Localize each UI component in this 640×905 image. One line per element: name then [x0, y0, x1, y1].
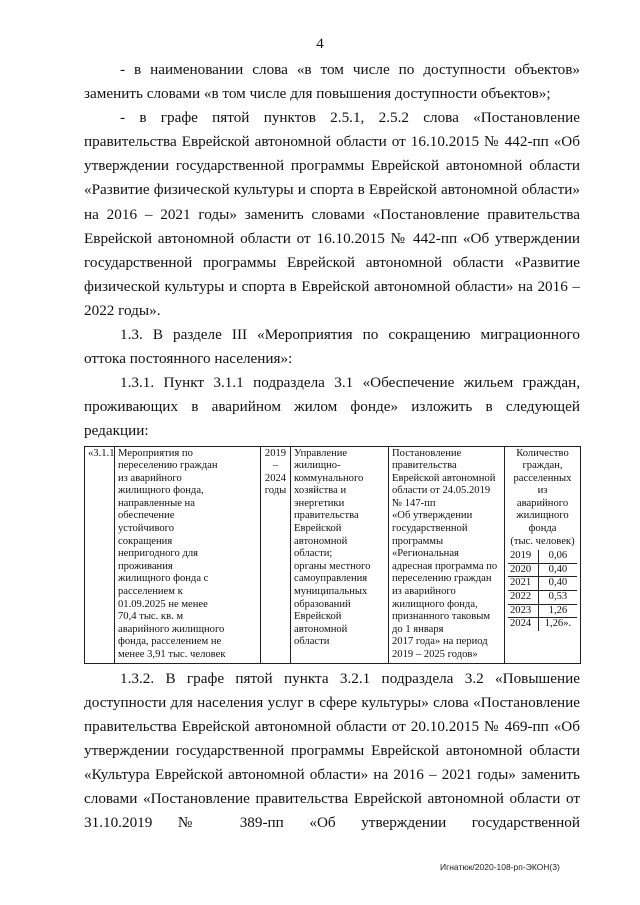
paragraph: 1.3. В разделе III «Мероприятия по сокращению миграционного оттока постоянного населения»: — [84, 326, 580, 368]
period-cell: 2019 – 2024 годы — [261, 446, 291, 663]
measures-table — [84, 446, 581, 664]
subtable-row: 2021 0,40 — [508, 577, 577, 591]
document-body — [84, 58, 580, 835]
paragraph: - в графе пятой пунктов 2.5.1, 2.5.2 слова «Постановление правительства Еврейской автономной области от 16.10.2015 № 442-пп «Об утверждении государственной программы Еврейской автономной области «Развитие физической культуры и спорта в Еврейской автономной области» на 2016 – 2021 годы» заменить словами «Постановление правительства Еврейской автономной области от 16.10.2015 № 442-пп «Об утверждении государственной программы Еврейской автономной области «Развитие физической культуры и спорта в Еврейской автономной области» на 2016 – 2022 годы». — [84, 109, 580, 319]
subtable-row: 2020 0,40 — [508, 563, 577, 577]
count-header: Количество граждан, расселенных из аварийного жилищного фонда (тыс. человек) — [510, 447, 575, 547]
subtable-row: 2022 0,53 — [508, 591, 577, 605]
page-number: 4 — [316, 36, 324, 52]
paragraph: 1.3.2. В графе пятой пункта 3.2.1 подраздела 3.2 «Повышение доступности для населения услуг в сфере культуры» слова «Постановление правительства Еврейской автономной области от 20.10.2015 № 469-пп «Об утверждении государственной программы Еврейской автономной области «Культура Еврейской автономной области» на 2016 – 2021 годы» заменить словами «Постановление правительства Еврейской автономной области от 31.10.2019 № 389-пп «Об утверждении государственной — [84, 669, 580, 832]
subtable-row: 2023 1,26 — [508, 604, 577, 618]
count-subtable — [508, 550, 577, 631]
paragraph: 1.3.1. Пункт 3.1.1 подраздела 3.1 «Обеспечение жильем граждан, проживающих в аварийном жилом фонде» изложить в следующей редакции: — [84, 374, 580, 440]
measure-cell: Мероприятия по переселению граждан из аварийного жилищного фонда, направленные на обеспечение устойчивого сокращения непригодного для проживания жилищного фонда с расселением к 01.09.2025 не менее 70,4 тыс. кв. м аварийного жилищного фонда, расселением не менее 3,91 тыс. человек — [115, 446, 261, 663]
subtable-row: 2024 1,26». — [508, 618, 577, 631]
count-cell — [505, 446, 581, 663]
executor-cell: Управление жилищно- коммунального хозяйства и энергетики правительства Еврейской автономной области; органы местного самоуправления муниципальных образований Еврейской автономной области — [291, 446, 389, 663]
basis-cell: Постановление правительства Еврейской автономной области от 24.05.2019 № 147-пп «Об утверждении государственной программы «Региональная адресная программа по переселению граждан из аварийного жилищного фонда, признанного таковым до 1 января 2017 года» на период 2019 – 2025 годов» — [389, 446, 505, 663]
subtable-row: 2019 0,06 — [508, 550, 577, 563]
item-number-cell: «3.1.1 — [85, 446, 115, 663]
table-row — [85, 446, 581, 663]
paragraph: - в наименовании слова «в том числе по доступности объектов» заменить словами «в том числе для повышения доступности объектов»; — [84, 61, 580, 103]
document-code: Игнатюк/2020-108-рп-ЭКОН(3) — [440, 862, 560, 872]
